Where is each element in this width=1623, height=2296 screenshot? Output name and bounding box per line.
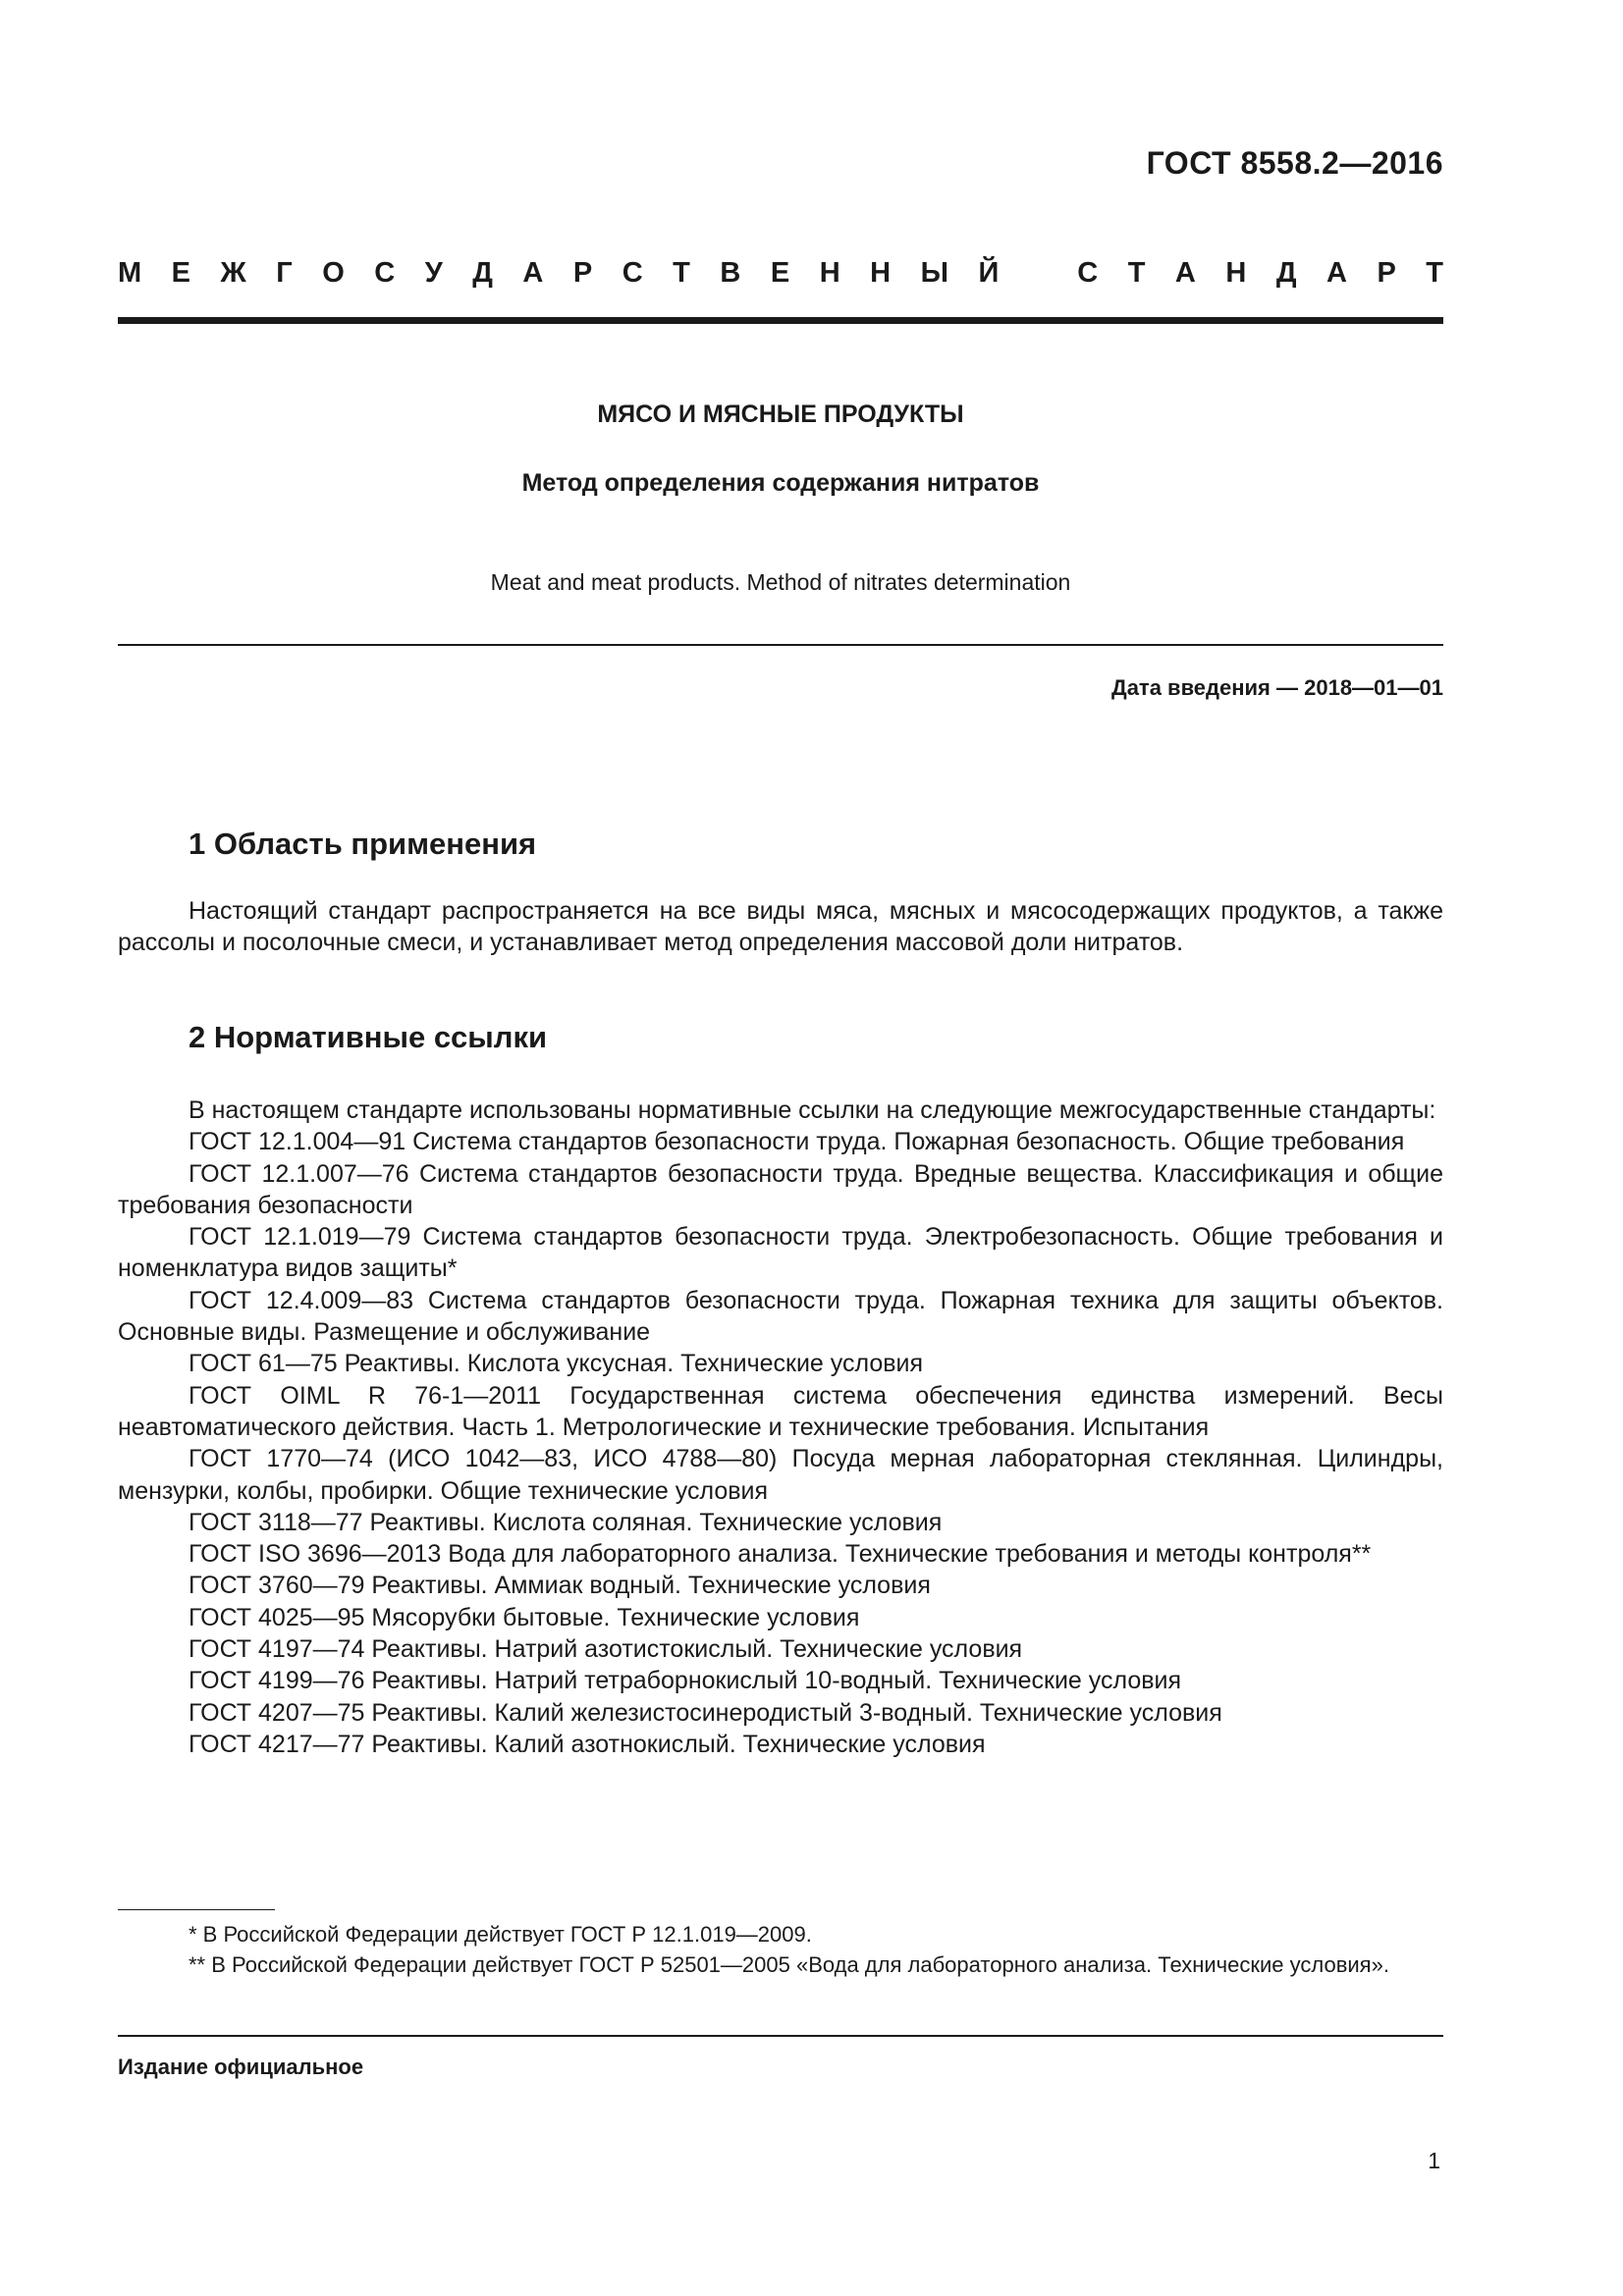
reference-item: ГОСТ 4025—95 Мясорубки бытовые. Технические условия xyxy=(189,1603,860,1631)
document-title: МЯСО И МЯСНЫЕ ПРОДУКТЫ xyxy=(597,400,964,428)
standard-type-banner xyxy=(118,257,1443,290)
reference-item: ГОСТ 12.4.009—83 Система стандартов безопасности труда. Пожарная техника для защиты объектов. Основные виды. Размещение и обслуживание xyxy=(118,1286,1443,1347)
footnote-item: ** В Российской Федерации действует ГОСТ Р 52501—2005 «Вода для лабораторного анализа. Технические условия». xyxy=(189,1952,1389,1977)
standard-number: ГОСТ 8558.2—2016 xyxy=(1146,145,1443,181)
reference-item: ГОСТ 3118—77 Реактивы. Кислота соляная. Технические условия xyxy=(189,1508,943,1536)
banner-word-standard: С Т А Н Д А Р Т xyxy=(1077,257,1443,289)
reference-item: ГОСТ ISO 3696—2013 Вода для лабораторного анализа. Технические требования и методы контроля** xyxy=(189,1540,1372,1569)
reference-list xyxy=(118,1126,1443,1760)
section-2-heading: 2 Нормативные ссылки xyxy=(189,1020,548,1054)
footnote-item: * В Российской Федерации действует ГОСТ Р 12.1.019—2009. xyxy=(189,1922,812,1947)
section-1-text: Настоящий стандарт распространяется на все виды мяса, мясных и мясосодержащих продуктов, а также рассолы и посолочные смеси, и устанавливает метод определения массовой доли нитратов. xyxy=(118,897,1443,956)
references-lead: В настоящем стандарте использованы нормативные ссылки на следующие межгосударственные стандарты: xyxy=(189,1096,1436,1124)
document-title-english: Meat and meat products. Method of nitrates determination xyxy=(490,569,1071,595)
reference-item: ГОСТ OIML R 76-1—2011 Государственная система обеспечения единства измерений. Весы неавтоматического действия. Часть 1. Метрологические и технические требования. Испытания xyxy=(118,1381,1443,1441)
page-number: 1 xyxy=(1428,2148,1440,2173)
reference-item: ГОСТ 3760—79 Реактивы. Аммиак водный. Технические условия xyxy=(189,1572,931,1600)
header-rule xyxy=(118,317,1443,324)
footnotes xyxy=(118,1919,1443,1980)
title-rule xyxy=(118,644,1443,646)
reference-item: ГОСТ 4197—74 Реактивы. Натрий азотистокислый. Технические условия xyxy=(189,1635,1023,1664)
reference-item: ГОСТ 12.1.019—79 Система стандартов безопасности труда. Электробезопасность. Общие требования и номенклатура видов защиты* xyxy=(118,1223,1443,1283)
reference-item: ГОСТ 4207—75 Реактивы. Калий железистосинеродистый 3-водный. Технические условия xyxy=(189,1698,1222,1727)
introduction-date: Дата введения — 2018—01—01 xyxy=(1111,675,1443,700)
section-1-heading: 1 Область применения xyxy=(189,827,537,861)
edition-label: Издание официальное xyxy=(118,2055,364,2079)
reference-item: ГОСТ 4199—76 Реактивы. Натрий тетраборнокислый 10-водный. Технические условия xyxy=(189,1667,1182,1695)
document-subtitle: Метод определения содержания нитратов xyxy=(521,469,1040,497)
footer-rule xyxy=(118,2035,1443,2037)
footnote-rule xyxy=(118,1909,275,1910)
normative-references xyxy=(118,1095,1443,1760)
reference-item: ГОСТ 12.1.007—76 Система стандартов безопасности труда. Вредные вещества. Классификация и общие требования безопасности xyxy=(118,1159,1443,1219)
reference-item: ГОСТ 61—75 Реактивы. Кислота уксусная. Технические условия xyxy=(189,1350,924,1378)
reference-item: ГОСТ 12.1.004—91 Система стандартов безопасности труда. Пожарная безопасность. Общие требования xyxy=(189,1128,1405,1156)
reference-item: ГОСТ 1770—74 (ИСО 1042—83, ИСО 4788—80) Посуда мерная лабораторная стеклянная. Цилиндры, мензурки, колбы, пробирки. Общие технические условия xyxy=(118,1445,1443,1505)
reference-item: ГОСТ 4217—77 Реактивы. Калий азотнокислый. Технические условия xyxy=(189,1730,986,1758)
banner-word-interstate: М Е Ж Г О С У Д А Р С Т В Е Н Н Ы Й xyxy=(118,257,1000,289)
